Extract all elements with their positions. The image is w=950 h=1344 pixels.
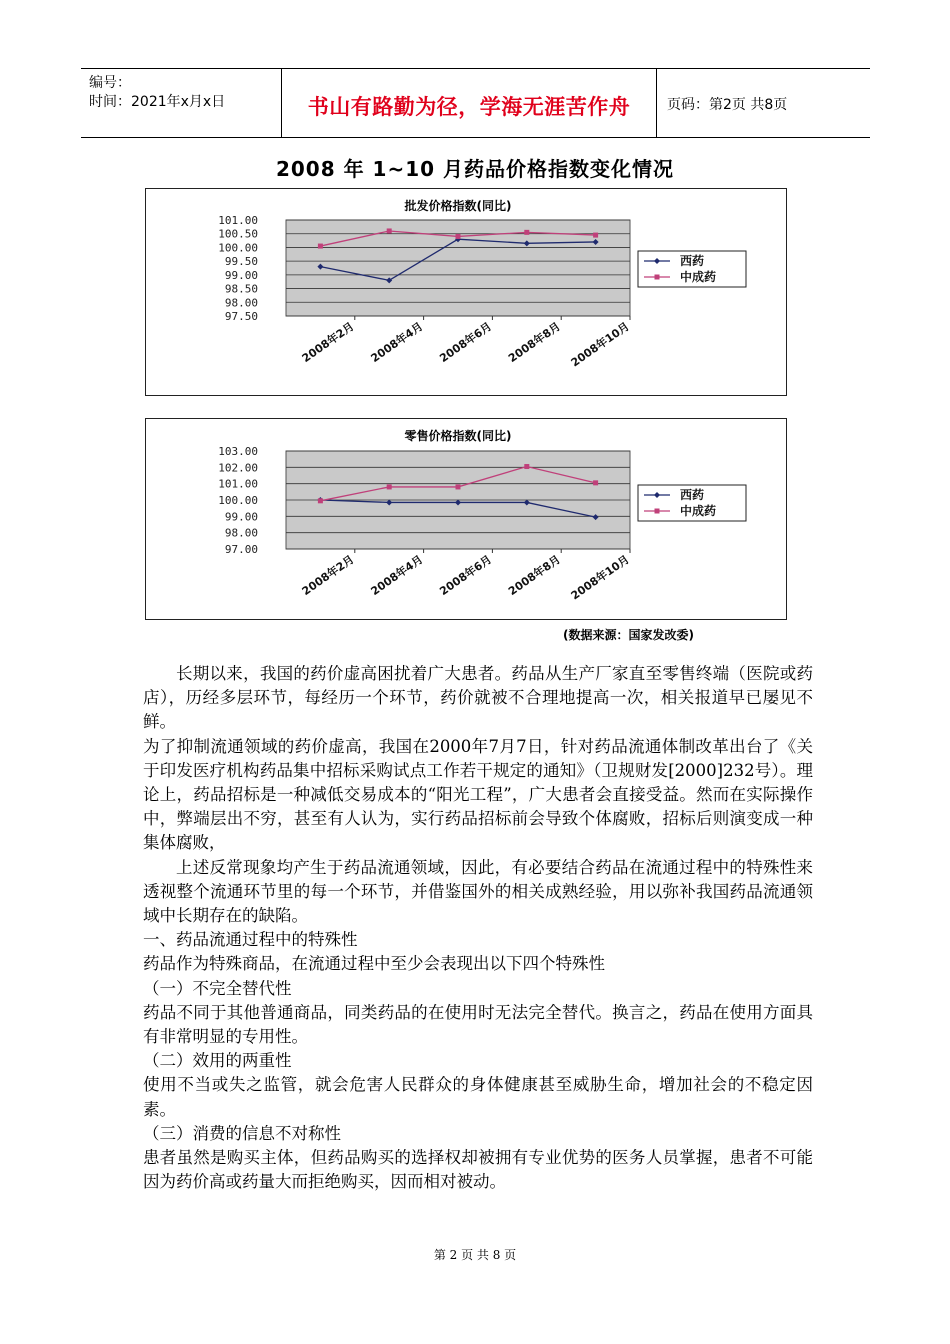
paragraph: 上述反常现象均产生于药品流通领域，因此，有必要结合药品在流通过程中的特殊性来透视整个流通环节里的每一个环节，并借鉴国外的相关成熟经验，用以弥补我国药品流通领域中长期存在的缺陷。 bbox=[143, 857, 813, 926]
x-tick-label: 2008年10月 bbox=[568, 552, 632, 603]
x-tick-label: 2008年2月 bbox=[299, 319, 357, 366]
y-tick-label: 100.50 bbox=[218, 227, 258, 241]
legend-label: 西药 bbox=[680, 488, 705, 502]
y-tick-label: 100.00 bbox=[218, 494, 258, 507]
data-point bbox=[318, 498, 323, 503]
paragraph: 药品不同于其他普通商品，同类药品的在使用时无法完全替代。换言之，药品在使用方面具有非常明显的专用性。 bbox=[143, 1002, 813, 1047]
data-point bbox=[387, 228, 392, 233]
data-point bbox=[456, 484, 461, 489]
header-motto-cell bbox=[282, 69, 657, 137]
page-footer: 第 2 页 共 8 页 bbox=[433, 1248, 517, 1262]
subsection-heading: （二）效用的两重性 bbox=[143, 1051, 292, 1071]
chart-title: 批发价格指数(同比) bbox=[404, 199, 512, 213]
number-label: 编号： bbox=[89, 75, 131, 91]
wholesale-price-chart bbox=[145, 188, 787, 396]
data-point bbox=[524, 464, 529, 469]
data-point bbox=[456, 234, 461, 239]
motto: 书山有路勤为径，学海无涯苦作舟 bbox=[307, 95, 631, 119]
y-tick-label: 101.00 bbox=[218, 214, 258, 227]
y-tick-label: 98.50 bbox=[224, 282, 258, 296]
x-tick-label: 2008年4月 bbox=[368, 552, 426, 599]
y-tick-label: 99.00 bbox=[224, 510, 258, 524]
figure-title: 2008 年 1~10 月药品价格指数变化情况 bbox=[275, 157, 675, 181]
retail-price-chart bbox=[145, 418, 787, 620]
data-point bbox=[593, 480, 598, 485]
paragraph: 为了抑制流通领域的药价虚高，我国在2000年7月7日，针对药品流通体制改革出台了《关于印发医疗机构药品集中招标采购试点工作若干规定的通知》（卫规财发[2000]232号）。理论上，药品招标是一种减低交易成本的“阳光工程”，广大患者会直接受益。然而在实际操作中，弊端层出不穷，甚至有人认为，实行药品招标前会导致个体腐败，招标后则演变成一种集体腐败， bbox=[143, 736, 813, 853]
page-info: 页码：第2页 共8页 bbox=[667, 97, 788, 113]
data-point bbox=[524, 230, 529, 235]
header-meta-cell bbox=[81, 69, 282, 137]
x-tick-label: 2008年8月 bbox=[506, 319, 563, 366]
legend-label: 西药 bbox=[680, 254, 705, 268]
y-tick-label: 97.50 bbox=[224, 310, 258, 323]
retail-chart-svg bbox=[146, 419, 786, 619]
legend-label: 中成药 bbox=[680, 270, 717, 284]
y-tick-label: 103.00 bbox=[218, 445, 258, 458]
y-tick-label: 98.00 bbox=[224, 526, 258, 540]
page-header bbox=[81, 68, 870, 138]
paragraph: 患者虽然是购买主体，但药品购买的选择权却被拥有专业优势的医务人员掌握，患者不可能因为药价高或药量大而拒绝购买，因而相对被动。 bbox=[143, 1148, 813, 1192]
legend-label: 中成药 bbox=[680, 504, 717, 518]
legend-marker bbox=[655, 275, 660, 280]
x-tick-label: 2008年6月 bbox=[437, 552, 495, 599]
x-tick-label: 2008年2月 bbox=[299, 552, 357, 599]
x-tick-label: 2008年4月 bbox=[368, 319, 426, 366]
x-tick-label: 2008年6月 bbox=[437, 319, 495, 366]
data-point bbox=[387, 484, 392, 489]
y-tick-label: 102.00 bbox=[218, 461, 258, 475]
time-label: 时间：2021年x月x日 bbox=[89, 94, 226, 110]
subsection-heading: （一）不完全替代性 bbox=[143, 978, 292, 998]
y-tick-label: 101.00 bbox=[218, 477, 258, 491]
data-source: (数据来源：国家发改委) bbox=[563, 628, 694, 642]
x-tick-label: 2008年8月 bbox=[506, 552, 563, 599]
paragraph: 药品作为特殊商品，在流通过程中至少会表现出以下四个特殊性 bbox=[143, 954, 605, 974]
y-tick-label: 100.00 bbox=[218, 241, 258, 255]
data-point bbox=[593, 233, 598, 238]
wholesale-chart-svg bbox=[146, 189, 786, 395]
paragraph: 长期以来，我国的药价虚高困扰着广大患者。药品从生产厂家直至零售终端（医院或药店），历经多层环节，每经历一个环节，药价就被不合理地提高一次，相关报道早已屡见不鲜。 bbox=[143, 664, 813, 732]
y-tick-label: 99.50 bbox=[224, 255, 258, 269]
chart-title: 零售价格指数(同比) bbox=[404, 429, 512, 443]
x-tick-label: 2008年10月 bbox=[568, 319, 632, 370]
article-body bbox=[143, 662, 813, 1194]
data-point bbox=[318, 244, 323, 249]
y-tick-label: 98.00 bbox=[224, 296, 258, 310]
y-tick-label: 99.00 bbox=[224, 268, 258, 282]
legend-marker bbox=[655, 509, 660, 514]
header-page-cell bbox=[657, 69, 870, 137]
paragraph: 使用不当或失之监管，就会危害人民群众的身体健康甚至威胁生命，增加社会的不稳定因素。 bbox=[143, 1075, 813, 1119]
subsection-heading: （三）消费的信息不对称性 bbox=[143, 1123, 341, 1143]
y-tick-label: 97.00 bbox=[224, 543, 258, 556]
section-heading: 一、药品流通过程中的特殊性 bbox=[143, 930, 358, 950]
